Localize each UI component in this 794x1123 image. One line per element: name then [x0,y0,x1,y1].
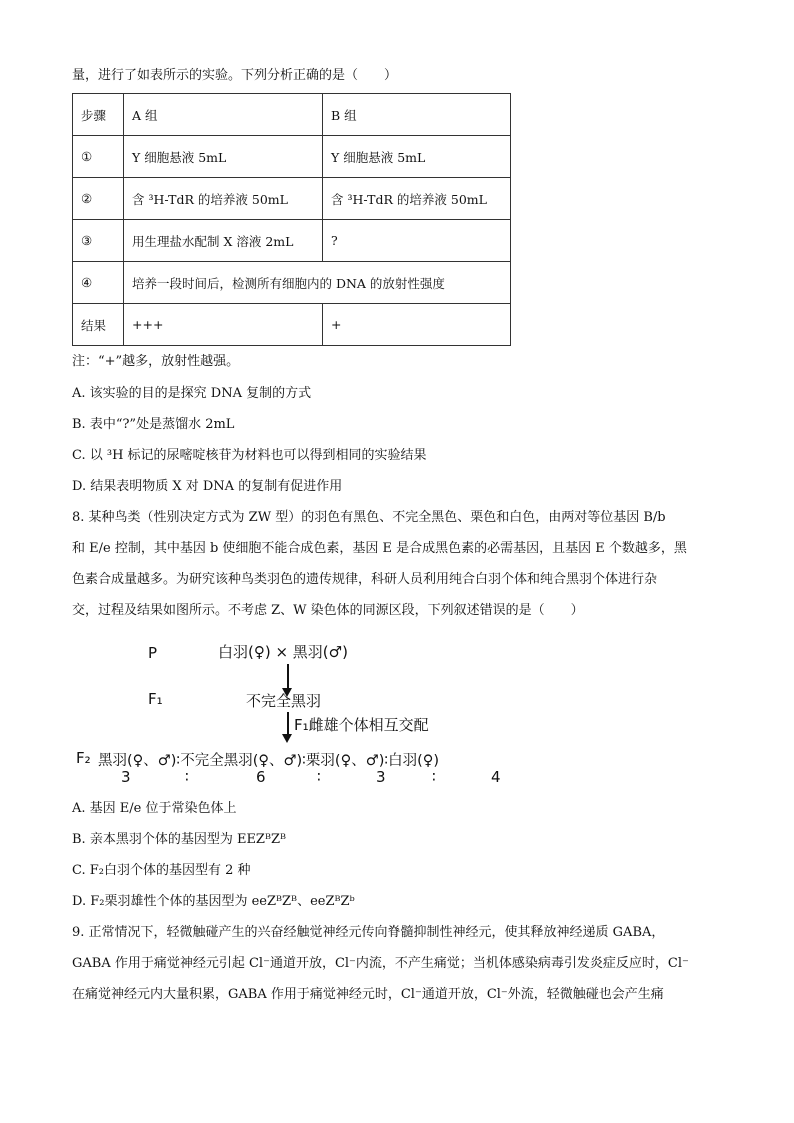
table-header-cell: A 组 [124,94,323,136]
f1-result: 不完全黑羽 [246,692,322,710]
q8-stem-line: 和 E/e 控制，其中基因 b 使细胞不能合成色素，基因 E 是合成黑色素的必需基因，且基因 E 个数越多，黑 [72,541,687,556]
table-cell: Y 细胞悬液 5mL [124,136,323,178]
q9-stem-line: 9. 正常情况下，轻微触碰产生的兴奋经触觉神经元传向脊髓抑制性神经元，使其释放神经递质 GABA， [72,925,665,940]
table-cell: 结果 [73,304,124,346]
q9-stem-line: 在痛觉神经元内大量积累，GABA 作用于痛觉神经元时，Cl⁻通道开放，Cl⁻外流，轻微触碰也会产生痛 [72,987,664,1002]
table-cell: + [323,304,511,346]
table-cell: ? [323,220,511,262]
ratio-value: 3 [376,768,386,786]
table-row [73,136,511,178]
question-7-intro: 量，进行了如表所示的实验。下列分析正确的是（ ） [72,68,398,83]
table-note: 注：“+”越多，放射性越强。 [72,354,240,369]
ratio-separator: ∶ [432,768,436,786]
q7-option-d: D. 结果表明物质 X 对 DNA 的复制有促进作用 [72,479,343,494]
table-cell: 含 ³H-TdR 的培养液 50mL [323,178,511,220]
q7-option-b: B. 表中“?”处是蒸馏水 2mL [72,417,235,432]
table-cell: ④ [73,262,124,304]
table-cell: ② [73,178,124,220]
genetic-cross-diagram [72,636,512,786]
q7-option-c: C. 以 ³H 标记的尿嘧啶核苷为材料也可以得到相同的实验结果 [72,448,427,463]
table-header-row [73,94,511,136]
q7-option-a: A. 该实验的目的是探究 DNA 复制的方式 [72,386,312,401]
q8-option-d: D. F₂栗羽雄性个体的基因型为 eeZᴮZᴮ、eeZᴮZᵇ [72,894,355,909]
table-cell: 含 ³H-TdR 的培养液 50mL [124,178,323,220]
f1-mating-label: F₁雌雄个体相互交配 [294,716,429,734]
f2-label: F₂ [76,749,91,767]
q8-stem-line: 交，过程及结果如图所示。不考虑 Z、W 染色体的同源区段，下列叙述错误的是（ ） [72,603,584,618]
table-cell: ③ [73,220,124,262]
f2-result: 黑羽(♀、♂)∶不完全黑羽(♀、♂)∶栗羽(♀、♂)∶白羽(♀) [98,753,440,769]
q9-stem-line: GABA 作用于痛觉神经元引起 Cl⁻通道开放，Cl⁻内流，不产生痛觉；当机体感染病毒引发炎症反应时，Cl⁻ [72,956,689,971]
experiment-table [72,93,511,346]
table-cell: 培养一段时间后，检测所有细胞内的 DNA 的放射性强度 [124,262,511,304]
table-header-cell: B 组 [323,94,511,136]
table-cell: 用生理盐水配制 X 溶液 2mL [124,220,323,262]
ratio-separator: ∶ [317,768,321,786]
f1-label: F₁ [148,690,163,708]
q8-stem-line: 色素合成量越多。为研究该种鸟类羽色的遗传规律，科研人员利用纯合白羽个体和纯合黑羽个体进行杂 [72,572,658,587]
ratio-value: 3 [121,768,131,786]
table-cell: ① [73,136,124,178]
parental-cross: 白羽(♀) × 黑羽(♂) [218,643,348,661]
arrow-line [287,664,289,690]
table-row [73,304,511,346]
q8-option-a: A. 基因 E/e 位于常染色体上 [72,801,237,816]
p-label: P [148,644,158,662]
q8-stem-line: 8. 某种鸟类（性别决定方式为 ZW 型）的羽色有黑色、不完全黑色、栗色和白色，由两对等位基因 B/b [72,510,666,525]
table-row [73,262,511,304]
table-cell: Y 细胞悬液 5mL [323,136,511,178]
ratio-separator: ∶ [185,768,189,786]
table-row [73,178,511,220]
arrow-down-icon [282,734,292,743]
table-row [73,220,511,262]
table-cell: +++ [124,304,323,346]
ratio-value: 4 [491,768,501,786]
q8-option-b: B. 亲本黑羽个体的基因型为 EEZᴮZᴮ [72,832,287,847]
arrow-line [287,712,289,736]
ratio-value: 6 [256,768,266,786]
table-header-cell: 步骤 [73,94,124,136]
q8-option-c: C. F₂白羽个体的基因型有 2 种 [72,863,251,878]
